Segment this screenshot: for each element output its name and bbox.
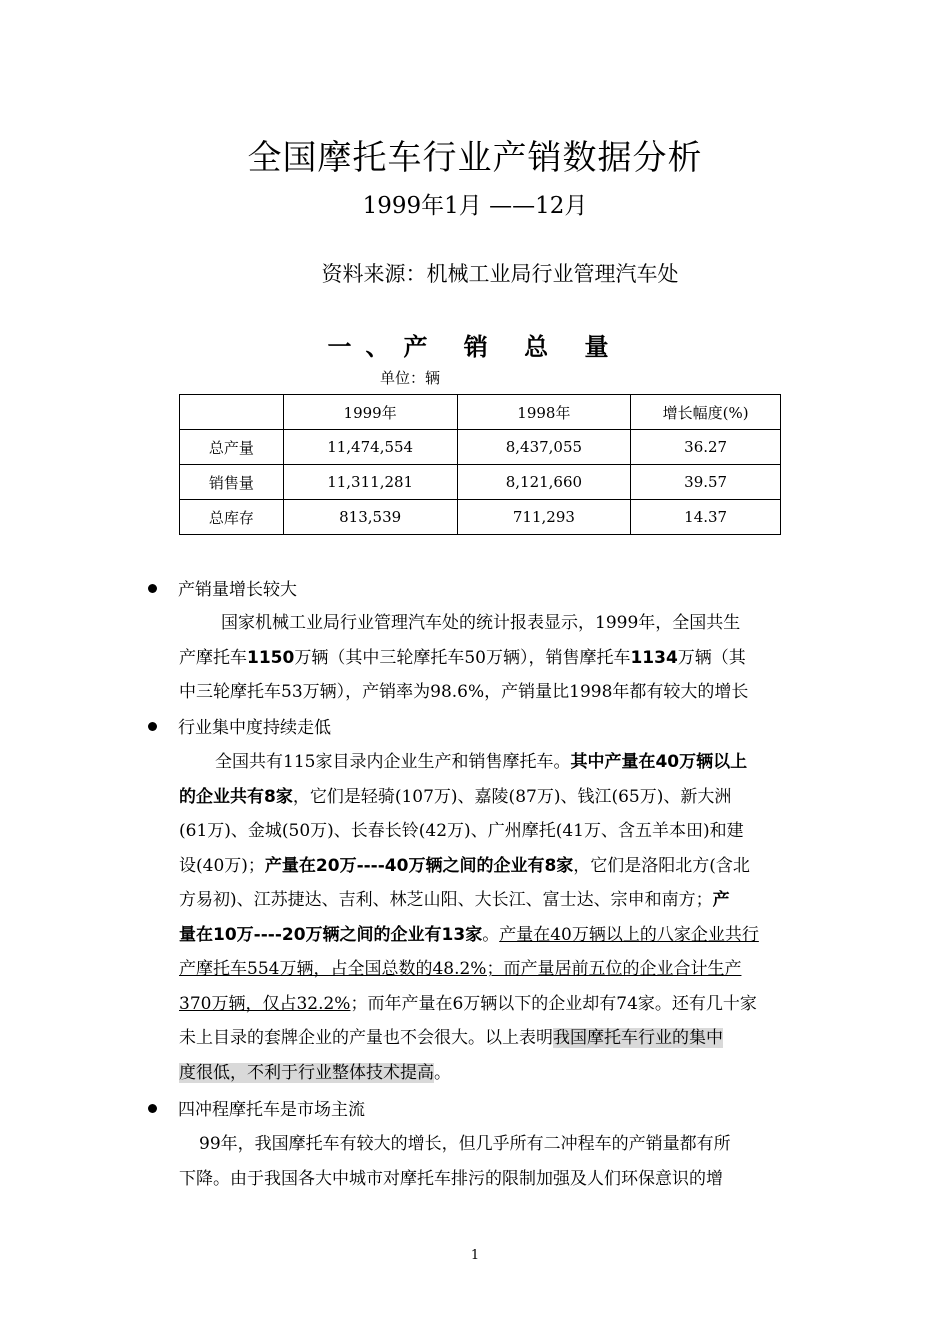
text-run-bold: 1134 bbox=[630, 647, 678, 668]
table-cell: 36.27 bbox=[631, 430, 781, 465]
table-row bbox=[180, 430, 781, 465]
paragraph-line: (61万)、金城(50万)、长春长铃(42万)、广州摩托(41万、含五羊本田)和建 bbox=[179, 821, 744, 841]
bullet-dot-icon bbox=[148, 584, 157, 593]
paragraph-line bbox=[179, 849, 827, 884]
production-sales-table bbox=[179, 394, 781, 535]
paragraph-line bbox=[179, 780, 827, 815]
text-run: 万辆（其 bbox=[677, 647, 746, 668]
text-run-underlined: 产摩托车554万辆，占全国总数的48.2%；而产量居前五位的企业合计生产 bbox=[179, 959, 742, 979]
paragraph-line: 99年，我国摩托车有较大的增长，但几乎所有二冲程车的产销量都有所 bbox=[199, 1134, 731, 1154]
paragraph-line: 下降。由于我国各大中城市对摩托车排污的限制加强及人们环保意识的增 bbox=[179, 1168, 723, 1189]
text-run-bold: 产量在20万----40万辆之间的企业有8家 bbox=[264, 855, 574, 876]
text-run-bold: 其中产量在40万辆以上 bbox=[570, 752, 748, 772]
paragraph-line bbox=[179, 1021, 827, 1056]
table-row bbox=[180, 465, 781, 500]
paragraph-line bbox=[179, 987, 827, 1022]
text-run: ；而年产量在6万辆以下的企业却有74家。还有几十家 bbox=[350, 993, 757, 1014]
text-run-bold: 产 bbox=[712, 890, 730, 910]
table-row-label: 总库存 bbox=[180, 500, 284, 535]
text-run-highlighted: 度很低，不利于行业整体技术提高 bbox=[179, 1062, 434, 1083]
bullet-heading-text: 四冲程摩托车是市场主流 bbox=[178, 1100, 365, 1120]
document-title: 全国摩托车行业产销数据分析 bbox=[247, 138, 703, 178]
bullet-heading-concentration bbox=[148, 716, 331, 740]
text-run: 未上目录的套牌企业的产量也不会很大。以上表明 bbox=[179, 1028, 553, 1048]
section-heading-production-sales: 一、产 销 总 量 bbox=[327, 333, 623, 361]
text-run: 。 bbox=[482, 924, 500, 945]
table-row-label: 总产量 bbox=[180, 430, 284, 465]
paragraph-line bbox=[179, 883, 827, 918]
paragraph-line bbox=[179, 1056, 827, 1091]
paragraph-line: 国家机械工业局行业管理汽车处的统计报表显示，1999年，全国共生 bbox=[221, 613, 741, 633]
table-cell: 8,121,660 bbox=[457, 465, 631, 500]
table-row-label: 销售量 bbox=[180, 465, 284, 500]
text-run: 设(40万)； bbox=[179, 855, 265, 876]
text-run-highlighted: 我国摩托车行业的集中 bbox=[553, 1028, 723, 1048]
table-cell: 813,539 bbox=[283, 500, 457, 535]
text-run-bold: 量在10万----20万辆之间的企业有13家 bbox=[179, 924, 483, 945]
table-header-cell: 1999年 bbox=[283, 395, 457, 430]
bullet-heading-text: 产销量增长较大 bbox=[178, 580, 297, 600]
table-cell: 14.37 bbox=[631, 500, 781, 535]
table-header-cell: 增长幅度(%) bbox=[631, 395, 781, 430]
table-cell: 8,437,055 bbox=[457, 430, 631, 465]
paragraph-concentration bbox=[179, 745, 827, 1090]
bullet-heading-text: 行业集中度持续走低 bbox=[178, 718, 331, 738]
table-cell: 39.57 bbox=[631, 465, 781, 500]
paragraph-line: 中三轮摩托车53万辆），产销率为98.6%，产销量比1998年都有较大的增长 bbox=[179, 682, 749, 702]
text-run: 。 bbox=[434, 1062, 451, 1083]
data-source-line: 资料来源：机械工业局行业管理汽车处 bbox=[321, 262, 679, 286]
table-header-row bbox=[180, 395, 781, 430]
table-header-cell bbox=[180, 395, 284, 430]
document-subtitle: 1999年1月 ——12月 bbox=[362, 193, 588, 219]
text-run-bold: 1150 bbox=[247, 647, 295, 668]
bullet-heading-growth bbox=[148, 578, 297, 602]
bullet-dot-icon bbox=[148, 1104, 157, 1113]
paragraph-line bbox=[179, 641, 827, 676]
paragraph-four-stroke bbox=[179, 1127, 827, 1196]
text-run-bold: 的企业共有8家 bbox=[179, 786, 293, 807]
bullet-heading-four-stroke bbox=[148, 1098, 365, 1122]
paragraph-line bbox=[179, 952, 827, 987]
table-cell: 11,474,554 bbox=[283, 430, 457, 465]
table-unit-label: 单位：辆 bbox=[380, 369, 441, 387]
text-run: 全国共有115家目录内企业生产和销售摩托车。 bbox=[215, 752, 571, 772]
text-run: 产摩托车 bbox=[179, 647, 247, 668]
table-cell: 711,293 bbox=[457, 500, 631, 535]
text-run: 方易初)、江苏捷达、吉利、林芝山阳、大长江、富士达、宗申和南方； bbox=[179, 890, 713, 910]
page-number: 1 bbox=[470, 1248, 480, 1263]
table-header-cell: 1998年 bbox=[457, 395, 631, 430]
text-run: 万辆（其中三轮摩托车50万辆），销售摩托车 bbox=[294, 647, 631, 668]
paragraph-line bbox=[179, 918, 827, 953]
paragraph-growth bbox=[179, 606, 827, 710]
text-run-underlined: 370万辆，仅占32.2% bbox=[179, 993, 351, 1014]
paragraph-line bbox=[179, 745, 827, 780]
text-run: ，它们是洛阳北方(含北 bbox=[573, 855, 750, 876]
table-row bbox=[180, 500, 781, 535]
table-cell: 11,311,281 bbox=[283, 465, 457, 500]
bullet-dot-icon bbox=[148, 722, 157, 731]
text-run: ，它们是轻骑(107万)、嘉陵(87万)、钱江(65万)、新大洲 bbox=[292, 786, 732, 807]
text-run-underlined: 产量在40万辆以上的八家企业共行 bbox=[499, 924, 759, 945]
